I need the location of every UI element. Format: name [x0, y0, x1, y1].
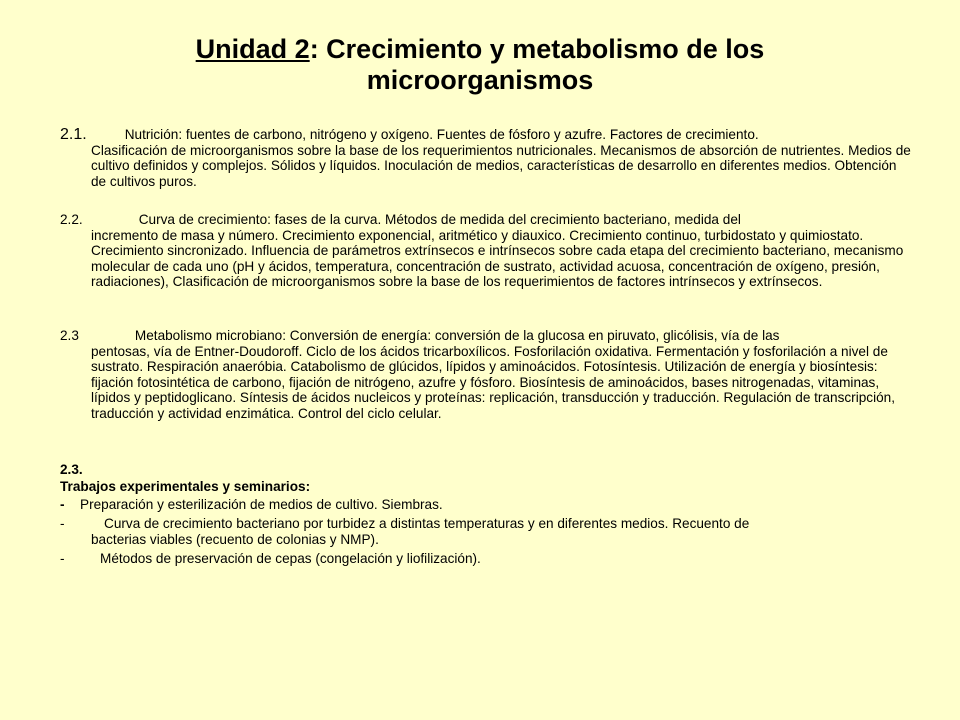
- section-2-3-body: pentosas, vía de Entner-Doudoroff. Ciclo de los ácidos tricarboxílicos. Fosforilación oxidativa. Fermentación y fosforilación a nivel de sustrato. Respiración anaeróbia. Catabolismo de glúcidos, lípidos y aminoácidos. Fotosíntesis. Utilización de energía y biosíntesis: fijación fotosintética de carbono, fijación de nitrógeno, azufre y fósforo. Biosíntesis de aminoácidos, bases nitrogenadas, vitaminas, lípidos y peptidoglicano. Síntesis de ácidos nucleicos y proteínas: replicación, transducción y traducción. Regulación de transcripción, traducción y actividad enzimática. Control del ciclo celular.: [91, 343, 895, 421]
- section-2-1-intro: Nutrición: fuentes de carbono, nitrógeno y oxígeno. Fuentes de fósforo y azufre. Factores de crecimiento.: [124, 127, 759, 142]
- list-item: [60, 516, 912, 547]
- slide-title: [60, 34, 900, 96]
- section-2-2-first-line: [60, 212, 912, 228]
- title-unit-label: Unidad 2: [195, 34, 310, 64]
- section-2-3-first-line: [60, 328, 912, 344]
- section-2-1-first-line: [60, 127, 912, 143]
- dash-marker: -: [60, 516, 65, 531]
- list-item-text: Preparación y esterilización de medios de cultivo. Siembras.: [80, 497, 443, 512]
- title-line-1: [60, 34, 900, 65]
- experimental-section-heading: Trabajos experimentales y seminarios:: [60, 479, 311, 494]
- section-number: 2.1.: [60, 126, 87, 143]
- section-number: 2.2.: [60, 212, 83, 227]
- section-2-3-intro: Metabolismo microbiano: Conversión de energía: conversión de la glucosa en piruvato, glicólisis, vía de las: [134, 328, 780, 343]
- list-item-text: Métodos de preservación de cepas (congelación y liofilización).: [100, 551, 481, 566]
- section-2-3: [60, 328, 912, 421]
- list-item-continuation: bacterias viables (recuento de colonias y NMP).: [91, 531, 379, 547]
- title-line-1-text: : Crecimiento y metabolismo de los: [309, 34, 765, 64]
- section-number: 2.3: [60, 328, 79, 343]
- title-line-2: microorganismos: [366, 65, 594, 95]
- dash-marker: -: [60, 551, 65, 566]
- section-2-2-intro: Curva de crecimiento: fases de la curva. Métodos de medida del crecimiento bacteriano, medida del: [138, 212, 741, 227]
- list-item: [60, 551, 912, 567]
- section-2-1-body: Clasificación de microorganismos sobre la base de los requerimientos nutricionales. Mecanismos de absorción de nutrientes. Medios de cultivo definidos y complejos. Sólidos y líquidos. Inoculación de medios, características de desarrollo en diferentes medios. Obtención de cultivos puros.: [91, 142, 911, 189]
- section-2-2: [60, 212, 912, 290]
- section-2-1: [60, 127, 912, 189]
- section-2-2-body: incremento de masa y número. Crecimiento exponencial, aritmético y diauxico. Crecimiento continuo, turbidostato y quimiostato. Crecimiento sincronizado. Influencia de parámetros extrínsecos e intrínsecos sobre cada etapa del crecimiento bacteriano, mecanismo molecular de cada uno (pH y ácidos, temperatura, concentración de sustrato, actividad acuosa, concentración de oxígeno, presión, radiaciones), Clasificación de microorganismos sobre la base de los requerimientos de factores intrínsecos y extrínsecos.: [91, 227, 904, 289]
- dash-marker: -: [60, 497, 65, 512]
- list-item-text: Curva de crecimiento bacteriano por turbidez a distintas temperaturas y en diferentes medios. Recuento de: [104, 516, 750, 531]
- experimental-section-number: 2.3.: [60, 462, 83, 477]
- list-item: [60, 497, 912, 513]
